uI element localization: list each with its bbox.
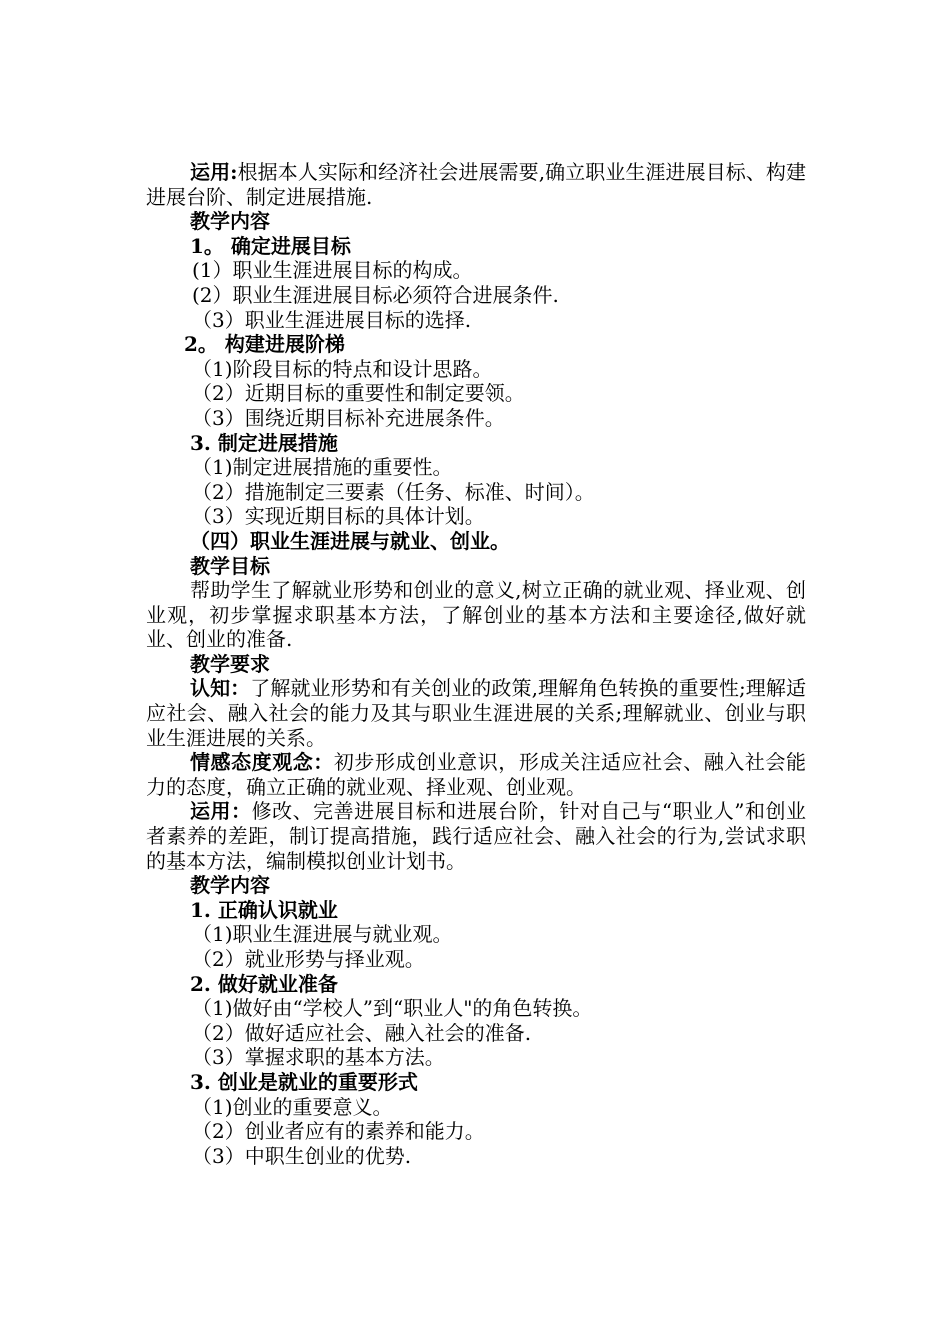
list-item: （2）措施制定三要素（任务、标准、时间）。: [192, 479, 595, 504]
goal-heading: 教学目标: [190, 553, 270, 578]
content-heading: 教学内容: [190, 209, 270, 234]
cognition-paragraph: [146, 676, 806, 750]
document-body: [146, 160, 806, 1168]
list-item: （3）职业生涯进展目标的选择.: [192, 307, 472, 332]
list-item: （2）创业者应有的素养和能力。: [192, 1119, 485, 1144]
emotion-paragraph: [146, 750, 806, 799]
emotion-label: 情感态度观念：: [190, 750, 334, 775]
goal-paragraph: 帮助学生了解就业形势和创业的意义,树立正确的就业观、择业观、创业观，初步掌握求职基本方法，了解创业的基本方法和主要途径,做好就业、创业的准备.: [146, 578, 806, 652]
list-item: (1）职业生涯进展目标的构成。: [192, 258, 473, 283]
apply-label-2: 运用：: [190, 799, 252, 824]
list-item: （3）中职生创业的优势.: [192, 1143, 412, 1168]
list-item: （3）掌握求职的基本方法。: [192, 1045, 445, 1070]
cognition-label: 认知：: [190, 676, 251, 701]
apply-label: 运用:: [190, 160, 238, 184]
list-item: （1)阶段目标的特点和设计思路。: [192, 356, 493, 381]
list-item: （2）做好适应社会、融入社会的准备.: [192, 1020, 532, 1045]
list-item: （2）近期目标的重要性和制定要领。: [192, 381, 525, 406]
list-item: （1)做好由“学校人”到“职业人"的角色转换。: [192, 996, 593, 1021]
list-item: （1)创业的重要意义。: [192, 1094, 393, 1119]
list-item: （3）围绕近期目标补充进展条件。: [192, 405, 505, 430]
apply-text: 根据本人实际和经济社会进展需要,确立职业生涯进展目标、构建进展台阶、制定进展措施.: [146, 160, 806, 209]
item-title: 2. 做好就业准备: [190, 971, 338, 996]
list-item: (2）职业生涯进展目标必须符合进展条件.: [192, 282, 559, 307]
list-item: （1)职业生涯进展与就业观。: [192, 922, 453, 947]
apply-text-2: 修改、完善进展目标和进展台阶，针对自己与“职业人”和创业者素养的差距，制订提高措施，践行适应社会、融入社会的行为,尝试求职的基本方法，编制模拟创业计划书。: [146, 799, 807, 873]
apply-paragraph-2: [146, 799, 806, 873]
apply-paragraph: [146, 160, 806, 209]
req-heading: 教学要求: [190, 651, 270, 676]
section-title: （四）职业生涯进展与就业、创业。: [190, 528, 510, 553]
list-item: （2）就业形势与择业观。: [192, 947, 425, 971]
cognition-text: 了解就业形势和有关创业的政策,理解角色转换的重要性;理解适应社会、融入社会的能力及其与职业生涯进展的关系;理解就业、创业与职业生涯进展的关系。: [146, 676, 806, 750]
item-title: 1。 确定进展目标: [190, 233, 351, 258]
emotion-text: 初步形成创业意识，形成关注适应社会、融入社会能力的态度，确立正确的就业观、择业观、创业观。: [146, 750, 807, 799]
content-heading-2: 教学内容: [190, 873, 270, 898]
list-item: （3）实现近期目标的具体计划。: [192, 504, 485, 529]
item-title: 2。 构建进展阶梯: [184, 332, 345, 357]
item-title: 3. 制定进展措施: [190, 430, 338, 455]
list-item: （1)制定进展措施的重要性。: [192, 455, 453, 480]
item-title: 3. 创业是就业的重要形式: [190, 1069, 418, 1094]
item-title: 1. 正确认识就业: [190, 897, 338, 922]
